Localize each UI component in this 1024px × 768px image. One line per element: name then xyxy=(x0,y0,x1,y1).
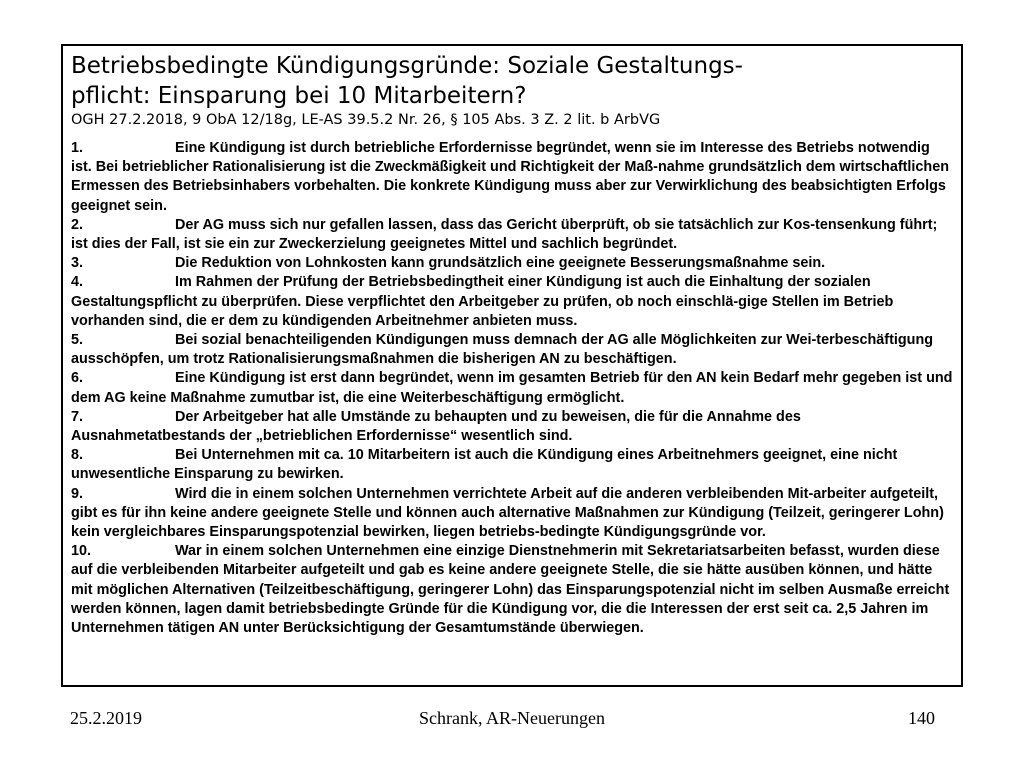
item-number: 8. xyxy=(71,447,84,464)
title-line-1: Betriebsbedingte Kündigungsgründe: Soziale Gestaltungs- xyxy=(71,53,743,79)
footer-author: Schrank, AR-Neuerungen xyxy=(419,708,605,728)
item-text: Bei Unternehmen mit ca. 10 Mitarbeitern ist auch die Kündigung eines Arbeitnehmers geeignet, eine nicht unwesentliche Einsparung zu bewirken. xyxy=(71,447,898,483)
page-number: 140 xyxy=(908,708,935,728)
title-line-2: pflicht: Einsparung bei 10 Mitarbeitern? xyxy=(71,83,527,109)
item-text: Die Reduktion von Lohnkosten kann grundsätzlich eine geeignete Besserungsmaßnahme sein. xyxy=(175,255,826,272)
item-number: 2. xyxy=(71,216,84,233)
item-text: Wird die in einem solchen Unternehmen verrichtete Arbeit auf die anderen verbleibenden Mit-arbeiter aufgeteilt, gibt es für ihn keine andere geeignete Stelle und können auch alternative Maßnahmen zur Kündigung (Teilzeit, geringerer Lohn) kein vergleichbares Einsparungspotenzial bewirken, liegen betriebs-bedingte Kündigungsgründe vor. xyxy=(71,485,944,541)
list-item xyxy=(71,408,953,446)
list-item xyxy=(71,216,953,254)
item-text: Der Arbeitgeber hat alle Umstände zu behaupten und zu beweisen, die für die Annahme des Ausnahmetatbestands der „betrieblichen Erfordernisse“ wesentlich sind. xyxy=(71,408,801,445)
list-item xyxy=(71,446,953,484)
item-number: 5. xyxy=(71,332,84,349)
item-number: 1. xyxy=(71,140,84,156)
item-text: Im Rahmen der Prüfung der Betriebsbedingtheit einer Kündigung ist auch die Einhaltung der sozialen Gestaltungspflicht zu überprüfen. Diese verpflichtet den Arbeitgeber zu prüfen, ob noch einschlä-gige Stellen im Betrieb vorhanden sind, die er dem zu kündigenden Arbeitnehmer anbieten muss. xyxy=(71,274,894,329)
item-number: 6. xyxy=(71,370,84,387)
item-number: 3. xyxy=(71,255,84,272)
list-item xyxy=(71,369,953,407)
list-item xyxy=(71,254,953,273)
item-number: 9. xyxy=(71,485,84,502)
court-citation: OGH 27.2.2018, 9 ObA 12/18g, LE-AS 39.5.2 Nr. 26, § 105 Abs. 3 Z. 2 lit. b ArbVG xyxy=(71,112,661,128)
item-text: War in einem solchen Unternehmen eine einzige Dienstnehmerin mit Sekretariatsarbeiten befasst, wurden diese auf die verbleibenden Mitarbeiter aufgeteilt und gab es keine andere geeignete Stelle, die sie hätte ausüben können, und hätte mit möglichen Alternativen (Teilzeitbeschäftigung, geringerer Lohn) das Einsparungspotenzial nicht im selben Ausmaße erreicht werden können, lagen damit betriebsbedingte Gründe für die Kündigung vor, die die Interessen der erst seit ca. 2,5 Jahren im Unternehmen tätigen AN unter Berücksichtigung der Gesamtumstände überwiegen. xyxy=(71,543,950,637)
item-text: Eine Kündigung ist durch betriebliche Erfordernisse begründet, wenn sie im Interesse des Betriebs notwendig ist. Bei betrieblicher Rationalisierung ist die Zweckmäßigkeit und Richtigkeit der Maß-nahme grundsätzlich dem wirtschaftlichen Ermessen des Betriebsinhabers vorbehalten. Die konkrete Kündigung muss aber zur Verwirklichung des beabsichtigten Erfolgs geeignet sein. xyxy=(71,140,950,214)
list-item xyxy=(71,542,953,638)
item-text: Der AG muss sich nur gefallen lassen, dass das Gericht überprüft, ob sie tatsächlich zur Kos-tensenkung führt; ist dies der Fall, ist sie ein zur Zweckerzielung geeignetes Mittel und sachlich begründet. xyxy=(71,216,938,253)
list-item xyxy=(71,273,953,331)
item-number: 10. xyxy=(71,543,92,560)
list-item xyxy=(71,139,953,216)
list-item xyxy=(71,485,953,543)
slide-content-box xyxy=(61,44,963,687)
holding-list xyxy=(71,139,953,638)
slide-title xyxy=(71,51,953,111)
item-text: Bei sozial benachteiligenden Kündigungen muss demnach der AG alle Möglichkeiten zur Wei-terbeschäftigung ausschöpfen, um trotz Rationalisierungsmaßnahmen die bisherigen AN zu beschäftigen. xyxy=(71,332,934,368)
item-text: Eine Kündigung ist erst dann begründet, wenn im gesamten Betrieb für den AN kein Bedarf mehr gegeben ist und dem AG keine Maßnahme zumutbar ist, die eine Weiterbeschäftigung ermöglicht. xyxy=(71,370,953,406)
footer-date: 25.2.2019 xyxy=(70,708,142,728)
item-number: 7. xyxy=(71,408,84,425)
item-number: 4. xyxy=(71,274,84,291)
list-item xyxy=(71,331,953,369)
